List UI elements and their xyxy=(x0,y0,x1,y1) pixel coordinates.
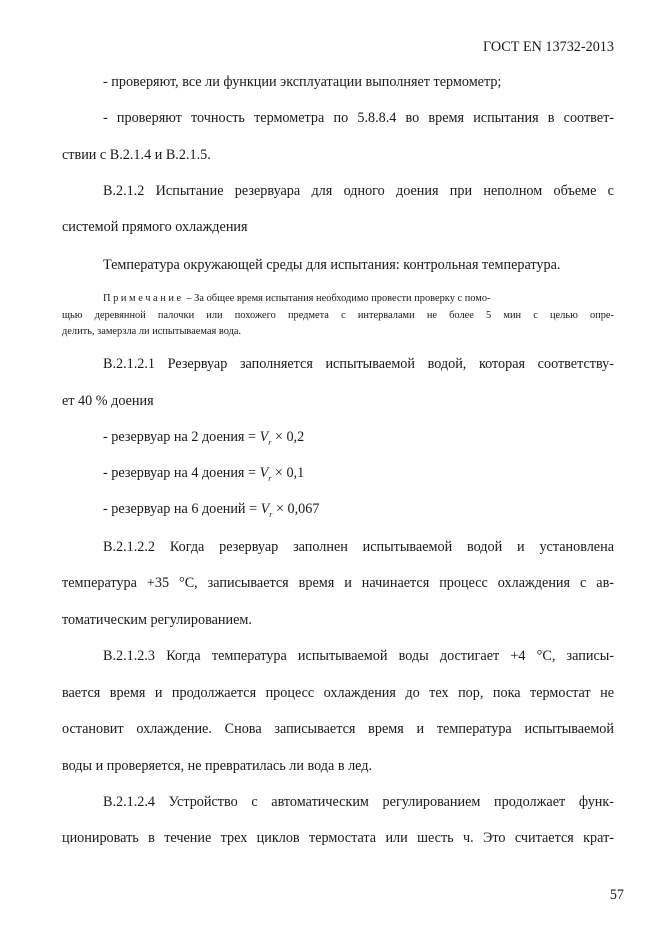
section-heading: В.2.1.2 Испытание резервуара для одного доения при неполном объеме с xyxy=(103,183,614,199)
formula-factor: × 0,2 xyxy=(274,429,305,445)
volume-variable: $V_r$ xyxy=(260,501,273,519)
text-line: температура +35 °С, записывается время и начинается процесс охлаждения с ав- xyxy=(62,575,614,591)
text-line: остановит охлаждение. Снова записывается время и температура испытываемой xyxy=(62,721,614,737)
text-line: - проверяют точность термометра по 5.8.8.4 во время испытания в соответ- xyxy=(103,110,614,126)
text-line: - проверяют, все ли функции эксплуатации выполняет термометр; xyxy=(103,74,502,90)
formula-text: - резервуар на 6 доений = xyxy=(103,501,258,517)
volume-variable: $V_r$ xyxy=(259,465,272,483)
section-heading: системой прямого охлаждения xyxy=(62,219,248,235)
note-line: делить, замерзла ли испытываемая вода. xyxy=(62,326,242,337)
text-line: ствии с В.2.1.4 и В.2.1.5. xyxy=(62,147,211,163)
formula-line xyxy=(103,464,304,488)
note-line xyxy=(103,292,614,306)
text-line: вается время и продолжается процесс охлаждения до тех пор, пока термостат не xyxy=(62,685,614,701)
page-number: 57 xyxy=(609,887,624,903)
text-line: воды и проверяется, не превратилась ли вода в лед. xyxy=(62,758,373,774)
text-line: томатическим регулированием. xyxy=(62,612,252,628)
note-text: – За общее время испытания необходимо провести проверку с помо- xyxy=(186,293,491,304)
text-line: В.2.1.2.3 Когда температура испытываемой воды достигает +4 °С, записы- xyxy=(103,648,614,664)
formula-text: - резервуар на 2 доения = xyxy=(103,429,257,445)
text-line: В.2.1.2.1 Резервуар заполняется испытываемой водой, которая соответству- xyxy=(103,356,614,372)
formula-factor: × 0,067 xyxy=(275,501,320,517)
text-line: В.2.1.2.2 Когда резервуар заполнен испытываемой водой и установлена xyxy=(103,539,614,555)
note-line: щью деревянной палочки или похожего предмета с интервалами не более 5 мин с целью опре- xyxy=(62,310,614,321)
formula-line xyxy=(103,500,319,524)
text-line: Температура окружающей среды для испытания: контрольная температура. xyxy=(103,257,561,273)
formula-factor: × 0,1 xyxy=(274,465,305,481)
text-line: ционировать в течение трех циклов термостата или шесть ч. Это считается крат- xyxy=(62,830,614,846)
volume-variable: $V_r$ xyxy=(259,429,272,447)
formula-line xyxy=(103,428,304,452)
note-label: Примечание xyxy=(103,293,184,304)
document-code: ГОСТ EN 13732-2013 xyxy=(483,39,614,55)
text-line: ет 40 % доения xyxy=(62,393,154,409)
text-line: В.2.1.2.4 Устройство с автоматическим регулированием продолжает функ- xyxy=(103,794,614,810)
formula-text: - резервуар на 4 доения = xyxy=(103,465,257,481)
